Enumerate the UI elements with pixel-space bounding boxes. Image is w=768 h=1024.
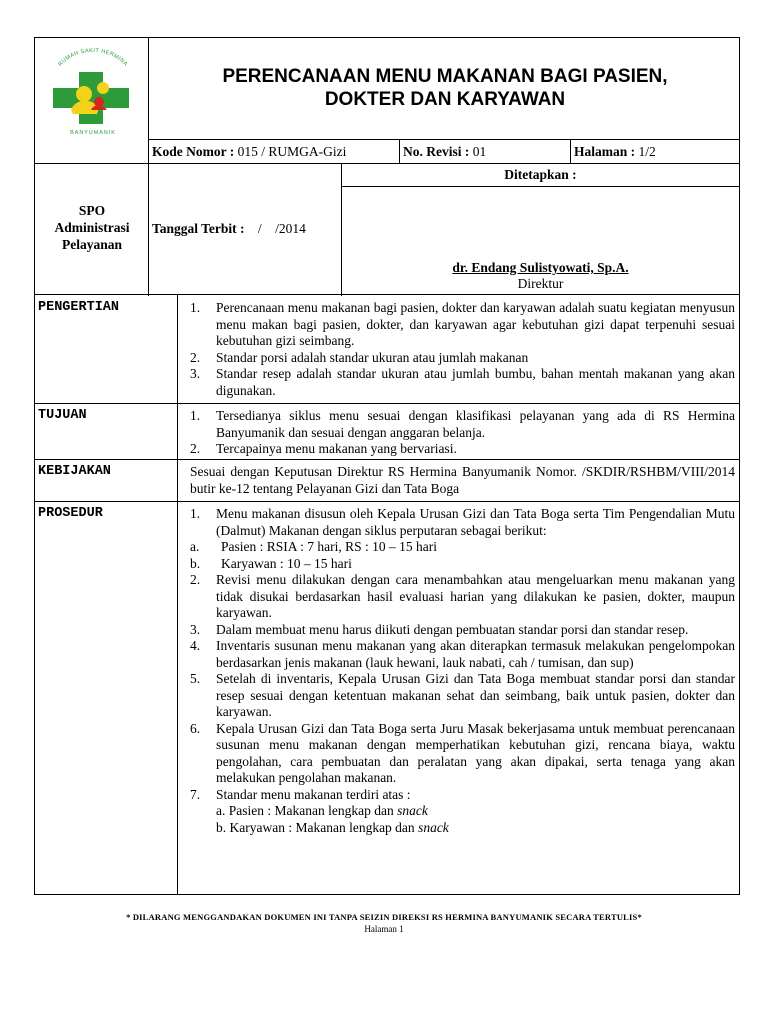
document-header	[34, 37, 740, 295]
list-item: 5. Setelah di inventaris, Kepala Urusan Gizi dan Tata Boga membuat standar porsi dan standar resep sesuai dengan ketentuan makanan sehat dan seimbang, baik untuk pasien, dokter dan karyawan.	[190, 671, 735, 719]
divider	[35, 403, 740, 404]
svg-text:RUMAH SAKIT HERMINA	[58, 48, 129, 68]
list-item-text: Revisi menu dilakukan dengan cara menambahkan atau mengeluarkan menu makanan yang tidak disukai berdasarkan hasil evaluasi harian yang dilakukan ke pasien, dokter, maupun karyawan.	[216, 572, 735, 620]
halaman	[574, 144, 656, 160]
sub-item: a. Pasien : RSIA : 7 hari, RS : 10 – 15 hari	[190, 539, 437, 554]
divider	[399, 139, 400, 163]
divider	[35, 459, 740, 460]
sub-item	[185, 820, 735, 837]
list-item: 7. Standar menu makanan terdiri atas :	[190, 786, 411, 802]
divider	[177, 295, 178, 895]
list-item: 6. Kepala Urusan Gizi dan Tata Boga serta Juru Masak bekerjasama untuk membuat perencanaan susunan menu makanan dengan memperhatikan kebutuhan gizi, rencana biaya, waktu pengolahan, cara pembuatan dan peralatan yang akan dipakai, serta tenaga yang akan melakukan pengolahan makanan.	[190, 720, 735, 785]
title-line-2: DOKTER DAN KARYAWAN	[324, 89, 566, 110]
halaman-label: Halaman :	[574, 144, 636, 159]
list-item-text: Standar porsi adalah standar ukuran atau jumlah makanan	[216, 349, 529, 365]
kode-nomor-label: Kode Nomor :	[152, 144, 235, 159]
prosedur-list	[185, 506, 735, 836]
kebijakan-text: Sesuai dengan Keputusan Direktur RS Hermina Banyumanik Nomor. /SKDIR/RSHBM/VIII/2014 butir ke-12 tentang Pelayanan Gizi dan Tata Boga	[190, 464, 735, 496]
list-item: 1. Menu makanan disusun oleh Kepala Urusan Gizi dan Tata Boga serta Tim Pengendalian Mutu (Dalmut) Makanan dengan siklus perputaran sebagai berikut:	[190, 506, 735, 538]
divider	[148, 139, 740, 140]
divider	[341, 186, 740, 187]
no-revisi	[403, 144, 486, 160]
section-label-pengertian: PENGERTIAN	[38, 300, 120, 315]
title-line-1: PERENCANAAN MENU MAKANAN BAGI PASIEN,	[222, 66, 668, 87]
section-label-kebijakan: KEBIJAKAN	[38, 464, 111, 479]
list-item-text: Standar menu makanan terdiri atas :	[216, 786, 411, 802]
list-item-text: Menu makanan disusun oleh Kepala Urusan Gizi dan Tata Boga serta Tim Pengendalian Mutu (Dalmut) Makanan dengan siklus perputaran sebagai berikut:	[216, 506, 735, 538]
list-item: 1. Tersedianya siklus menu sesuai dengan klasifikasi pelayanan yang ada di RS Hermina Banyumanik dan sesuai dengan anggaran belanja.	[190, 408, 735, 440]
sub-item-text: Karyawan : 10 – 15 hari	[221, 555, 352, 571]
signer-title: Direktur	[517, 276, 564, 291]
halaman-value: 1/2	[638, 144, 656, 159]
spo-line: Administrasi	[54, 220, 130, 235]
sub-item	[185, 803, 735, 820]
sub-item-text: a. Pasien : Makanan lengkap dan	[216, 803, 394, 818]
divider	[35, 163, 740, 164]
list-item: 2. Standar porsi adalah standar ukuran atau jumlah makanan	[190, 349, 529, 365]
copy-notice: * DILARANG MENGGANDAKAN DOKUMEN INI TANPA SEIZIN DIREKSI RS HERMINA BANYUMANIK SECARA TERTULIS*	[126, 912, 642, 922]
list-item-text: Tercapainya menu makanan yang bervariasi.	[216, 441, 457, 456]
divider	[35, 501, 740, 502]
hermina-logo	[41, 46, 145, 138]
kode-nomor-value: 015 / RUMGA-Gizi	[237, 144, 347, 159]
page-number: Halaman 1	[364, 924, 404, 934]
document-title	[149, 65, 741, 111]
spo-label	[35, 202, 149, 253]
list-item-text: Dalam membuat menu harus diikuti dengan pembuatan standar porsi dan standar resep.	[216, 621, 689, 637]
logo-bottom-text: BANYUMANIK	[70, 130, 116, 136]
no-revisi-value: 01	[472, 144, 487, 159]
no-revisi-label: No. Revisi :	[403, 144, 470, 159]
list-item: 2. Tercapainya menu makanan yang bervariasi.	[190, 441, 457, 456]
tanggal-terbit	[152, 221, 306, 237]
divider	[570, 139, 571, 163]
snack-word: snack	[418, 819, 449, 835]
tujuan-list	[185, 408, 735, 458]
signer-name: dr. Endang Sulistyowati, Sp.A.	[452, 260, 629, 275]
list-item: 4. Inventaris susunan menu makanan yang akan diterapkan termasuk melakukan pengelompokan berdasarkan jenis makanan (lauk hewani, lauk nabati, cah / tumisan, dan sup)	[190, 638, 735, 670]
sub-item-text: Pasien : RSIA : 7 hari, RS : 10 – 15 hari	[221, 539, 437, 554]
pengertian-list	[185, 300, 735, 399]
sub-item-text: b. Karyawan : Makanan lengkap dan	[216, 819, 415, 835]
list-item: 2. Revisi menu dilakukan dengan cara menambahkan atau mengeluarkan menu makanan yang tidak disukai berdasarkan hasil evaluasi harian yang dilakukan ke pasien, dokter, maupun karyawan.	[190, 572, 735, 620]
list-item-text: Perencanaan menu makanan bagi pasien, dokter dan karyawan adalah suatu kegiatan menyusun menu makan bagi pasien, dokter, dan karyawan agar kebutuhan gizi dapat terpenuhi sesuai kebutuhan gizi seimbang.	[216, 300, 735, 348]
sub-item: b. Karyawan : 10 – 15 hari	[190, 555, 352, 571]
list-item-text: Kepala Urusan Gizi dan Tata Boga serta Juru Masak bekerjasama untuk membuat perencanaan susunan menu makanan dengan memperhatikan kebutuhan gizi, rencana biaya, waktu pengolahan, cara pembuatan dan peralatan yang akan dipakai, serta tenaga yang akan melakukan pengolahan makanan.	[216, 720, 735, 785]
list-item: 3. Dalam membuat menu harus diikuti dengan pembuatan standar porsi dan standar resep.	[190, 621, 689, 637]
list-item-text: Tersedianya siklus menu sesuai dengan klasifikasi pelayanan yang ada di RS Hermina Banyumanik dan sesuai dengan anggaran belanja.	[216, 408, 735, 440]
logo-arc-text: RUMAH SAKIT HERMINA	[57, 47, 129, 68]
list-item-text: Setelah di inventaris, Kepala Urusan Gizi dan Tata Boga membuat standar porsi dan standar resep sesuai dengan ketentuan makanan sehat dan seimbang, baik untuk pasien, dokter dan karyawan.	[216, 671, 735, 719]
tanggal-terbit-label: Tanggal Terbit :	[152, 221, 245, 236]
snack-word: snack	[397, 803, 428, 818]
list-item-text: Inventaris susunan menu makanan yang akan diterapkan termasuk melakukan pengelompokan berdasarkan jenis makanan (lauk hewani, lauk nabati, cah / tumisan, dan sup)	[216, 638, 735, 670]
section-label-tujuan: TUJUAN	[38, 408, 87, 423]
section-label-prosedur: PROSEDUR	[38, 506, 103, 521]
tanggal-terbit-value: / /2014	[257, 221, 306, 236]
kode-nomor	[152, 144, 346, 160]
list-item-text: Standar resep adalah standar ukuran atau jumlah bumbu, bahan mentah makanan yang akan digunakan.	[216, 366, 735, 398]
list-item: 3. Standar resep adalah standar ukuran atau jumlah bumbu, bahan mentah makanan yang akan digunakan.	[190, 366, 735, 398]
ditetapkan-label: Ditetapkan :	[504, 167, 577, 182]
list-item: 1. Perencanaan menu makanan bagi pasien, dokter dan karyawan adalah suatu kegiatan menyusun menu makan bagi pasien, dokter, dan karyawan agar kebutuhan gizi dapat terpenuhi sesuai kebutuhan gizi seimbang.	[190, 300, 735, 348]
document-body	[34, 295, 740, 895]
spo-line: SPO	[78, 203, 106, 218]
spo-line: Pelayanan	[61, 237, 122, 252]
